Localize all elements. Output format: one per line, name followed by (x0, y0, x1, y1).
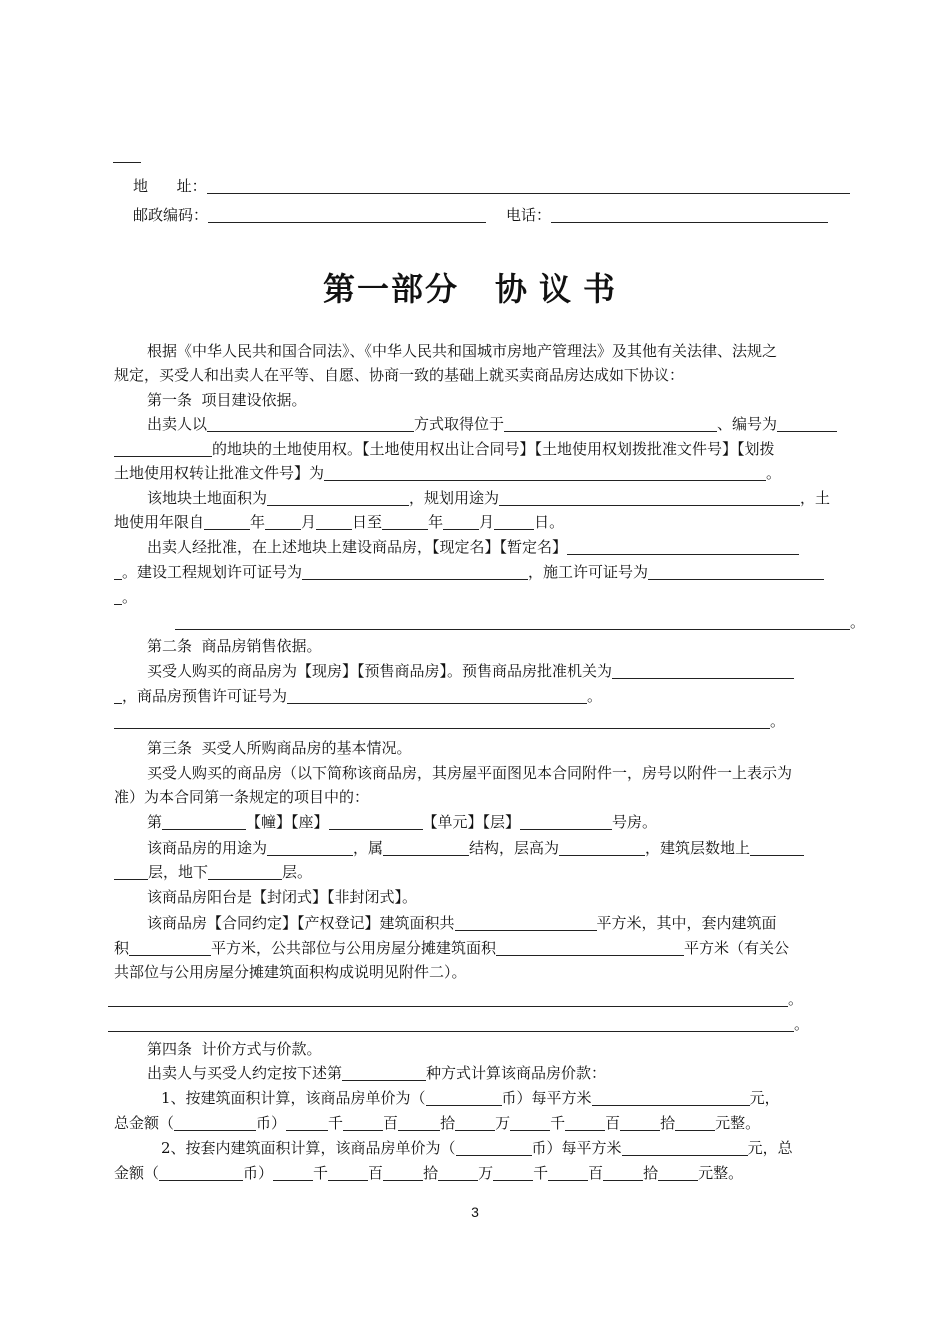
a4-line-4: 2、按套内建筑面积计算，该商品房单价为（ 币）每平方米 元，总 (161, 1139, 793, 1157)
address-field[interactable] (207, 178, 850, 194)
inner-area-field[interactable] (129, 940, 211, 956)
start-year-field[interactable] (204, 514, 250, 530)
a3-line-4: 该商品房的用途为 ，属 结构，层高为 ，建筑层数地上 (147, 837, 804, 859)
postcode-phone-row (133, 204, 828, 226)
article-2-title: 第二条 商品房销售依据。 (147, 637, 322, 655)
a1-line-9: 。 (175, 611, 865, 633)
a3-line-7: 该商品房【合同约定】【产权登记】建筑面积共 平方米，其中，套内建筑面 (147, 914, 777, 932)
amount-digit-7[interactable] (620, 1115, 660, 1131)
planning-permit-field[interactable] (302, 564, 528, 580)
amount2-digit-6[interactable] (548, 1165, 588, 1181)
currency-field-1[interactable] (426, 1090, 502, 1106)
extra-notes-field-1[interactable] (175, 614, 850, 630)
end-month-field[interactable] (443, 514, 479, 530)
a3-line-1: 买受人购买的商品房（以下简称该商品房，其房屋平面图见本合同附件一，房号以附件一上表示为 (147, 764, 793, 782)
a3-line-8: 积 平方米，公共部位与公用房屋分摊建筑面积 平方米（有关公 (114, 939, 790, 957)
presale-authority-field-b[interactable] (114, 688, 122, 704)
project-name-field-a[interactable] (567, 539, 799, 555)
amount-digit-8[interactable] (675, 1115, 715, 1131)
building-number-field[interactable] (162, 814, 246, 830)
plot-number-field-a[interactable] (777, 416, 837, 432)
amount2-digit-1[interactable] (273, 1165, 313, 1181)
a1-line-3: 土地使用权转让批准文件号】为 。 (114, 464, 782, 482)
presale-permit-field[interactable] (287, 688, 587, 704)
floors-above-field-a[interactable] (750, 840, 804, 856)
a4-line-2: 1、按建筑面积计算，该商品房单价为（ 币）每平方米 元， (161, 1089, 780, 1107)
start-day-field[interactable] (316, 514, 352, 530)
start-month-field[interactable] (265, 514, 301, 530)
a1-line-5: 地使用年限自 年 月 日至 年 月 日。 (114, 513, 565, 531)
a4-line-5: 金额（ 币） 千 百 拾 万 千 百 拾 元整。 (114, 1164, 744, 1182)
a1-line-7: 。建设工程规划许可证号为 ，施工许可证号为 (114, 561, 824, 583)
acquire-method-field[interactable] (207, 416, 414, 432)
a3-line-2: 准）为本合同第一条规定的项目中的： (114, 788, 370, 806)
a3-line-5: 层，地下 层。 (114, 861, 312, 883)
plot-number-field-b[interactable] (114, 441, 212, 457)
postcode-field[interactable] (208, 207, 486, 223)
a3-line-10: 。 (108, 988, 803, 1010)
a4-line-3: 总金额（ 币） 千 百 拾 万 千 百 拾 元整。 (114, 1114, 761, 1132)
usage-field[interactable] (267, 840, 353, 856)
a1-line-4: 该地块土地面积为 ，规划用途为 ，土 (147, 489, 831, 507)
shared-area-field[interactable] (496, 940, 684, 956)
a2-line-1: 买受人购买的商品房为【现房】【预售商品房】。预售商品房批准机关为 (147, 660, 794, 682)
a1-line-1: 出卖人以 方式取得位于 、编号为 (147, 413, 837, 435)
currency-field-2[interactable] (456, 1140, 532, 1156)
address-label: 地 址： (133, 177, 207, 195)
unit-price-field-1[interactable] (592, 1090, 750, 1106)
amount2-digit-2[interactable] (328, 1165, 368, 1181)
room-number-field[interactable] (520, 814, 612, 830)
land-area-field[interactable] (267, 490, 409, 506)
amount2-digit-5[interactable] (493, 1165, 533, 1181)
a2-line-2: ，商品房预售许可证号为 。 (114, 685, 602, 707)
building-area-field[interactable] (455, 915, 597, 931)
end-day-field[interactable] (494, 514, 534, 530)
extra-notes-field-2[interactable] (114, 713, 770, 729)
intro-line-1: 根据《中华人民共和国合同法》、《中华人民共和国城市房地产管理法》及其他有关法律、法规之 (147, 342, 778, 360)
address-row (133, 175, 850, 197)
construction-permit-field-a[interactable] (648, 564, 824, 580)
amount2-digit-7[interactable] (603, 1165, 643, 1181)
a3-line-11: 。 (108, 1013, 809, 1035)
amount-digit-4[interactable] (455, 1115, 495, 1131)
a3-line-6: 该商品房阳台是【封闭式】【非封闭式】。 (147, 888, 418, 906)
a3-line-9: 共部位与公用房屋分摊建筑面积构成说明见附件二）。 (114, 963, 467, 981)
title-char-1: 协 (494, 270, 529, 308)
a1-line-8: 。 (114, 586, 137, 608)
a2-line-3: 。 (114, 710, 785, 732)
a1-line-2: 的地块的土地使用权。【土地使用权出让合同号】【土地使用权划拨批准文件号】【划拨 (114, 438, 775, 460)
a1-line-6: 出卖人经批准，在上述地块上建设商品房，【现定名】【暂定名】 (147, 536, 799, 558)
floor-height-field[interactable] (559, 840, 645, 856)
a3-line-3: 第 【幢】【座】 【单元】【层】 号房。 (147, 813, 658, 831)
unit-number-field[interactable] (329, 814, 423, 830)
total-currency-field-2[interactable] (159, 1165, 243, 1181)
amount2-digit-8[interactable] (658, 1165, 698, 1181)
unit-price-field-2[interactable] (622, 1140, 748, 1156)
article-3-title: 第三条 买受人所购商品房的基本情况。 (147, 739, 412, 757)
phone-field[interactable] (551, 207, 828, 223)
structure-field[interactable] (383, 840, 469, 856)
title-char-2: 议 (539, 270, 574, 308)
floors-below-field[interactable] (208, 864, 282, 880)
page-number: 3 (471, 1204, 479, 1220)
location-field[interactable] (504, 416, 717, 432)
amount-digit-6[interactable] (565, 1115, 605, 1131)
floors-above-field-b[interactable] (114, 864, 148, 880)
title-part: 第一部分 (322, 270, 459, 308)
article-4-title: 第四条 计价方式与价款。 (147, 1040, 322, 1058)
amount-digit-3[interactable] (398, 1115, 440, 1131)
intro-line-2: 规定，买受人和出卖人在平等、自愿、协商一致的基础上就买卖商品房达成如下协议： (114, 366, 685, 384)
amount-digit-2[interactable] (343, 1115, 383, 1131)
phone-label: 电话： (506, 206, 552, 224)
amount2-digit-4[interactable] (438, 1165, 478, 1181)
title-char-3: 书 (583, 270, 618, 308)
end-year-field[interactable] (382, 514, 428, 530)
construction-permit-field-b[interactable] (114, 589, 122, 605)
article-1-title: 第一条 项目建设依据。 (147, 391, 307, 409)
pricing-method-field[interactable] (342, 1065, 426, 1081)
amount-digit-1[interactable] (286, 1115, 328, 1131)
amount2-digit-3[interactable] (383, 1165, 423, 1181)
presale-authority-field-a[interactable] (612, 663, 794, 679)
page-title (0, 264, 950, 310)
amount-digit-5[interactable] (510, 1115, 550, 1131)
total-currency-field-1[interactable] (174, 1115, 256, 1131)
extra-notes-field-3[interactable] (108, 991, 788, 1007)
a4-line-1: 出卖人与买受人约定按下述第 种方式计算该商品房价款： (147, 1064, 607, 1082)
planned-use-field[interactable] (499, 490, 800, 506)
project-name-field-b[interactable] (114, 564, 122, 580)
extra-notes-field-4[interactable] (108, 1016, 794, 1032)
postcode-label: 邮政编码： (133, 206, 209, 224)
land-doc-number-field[interactable] (324, 465, 766, 481)
top-stub-line (113, 162, 141, 163)
